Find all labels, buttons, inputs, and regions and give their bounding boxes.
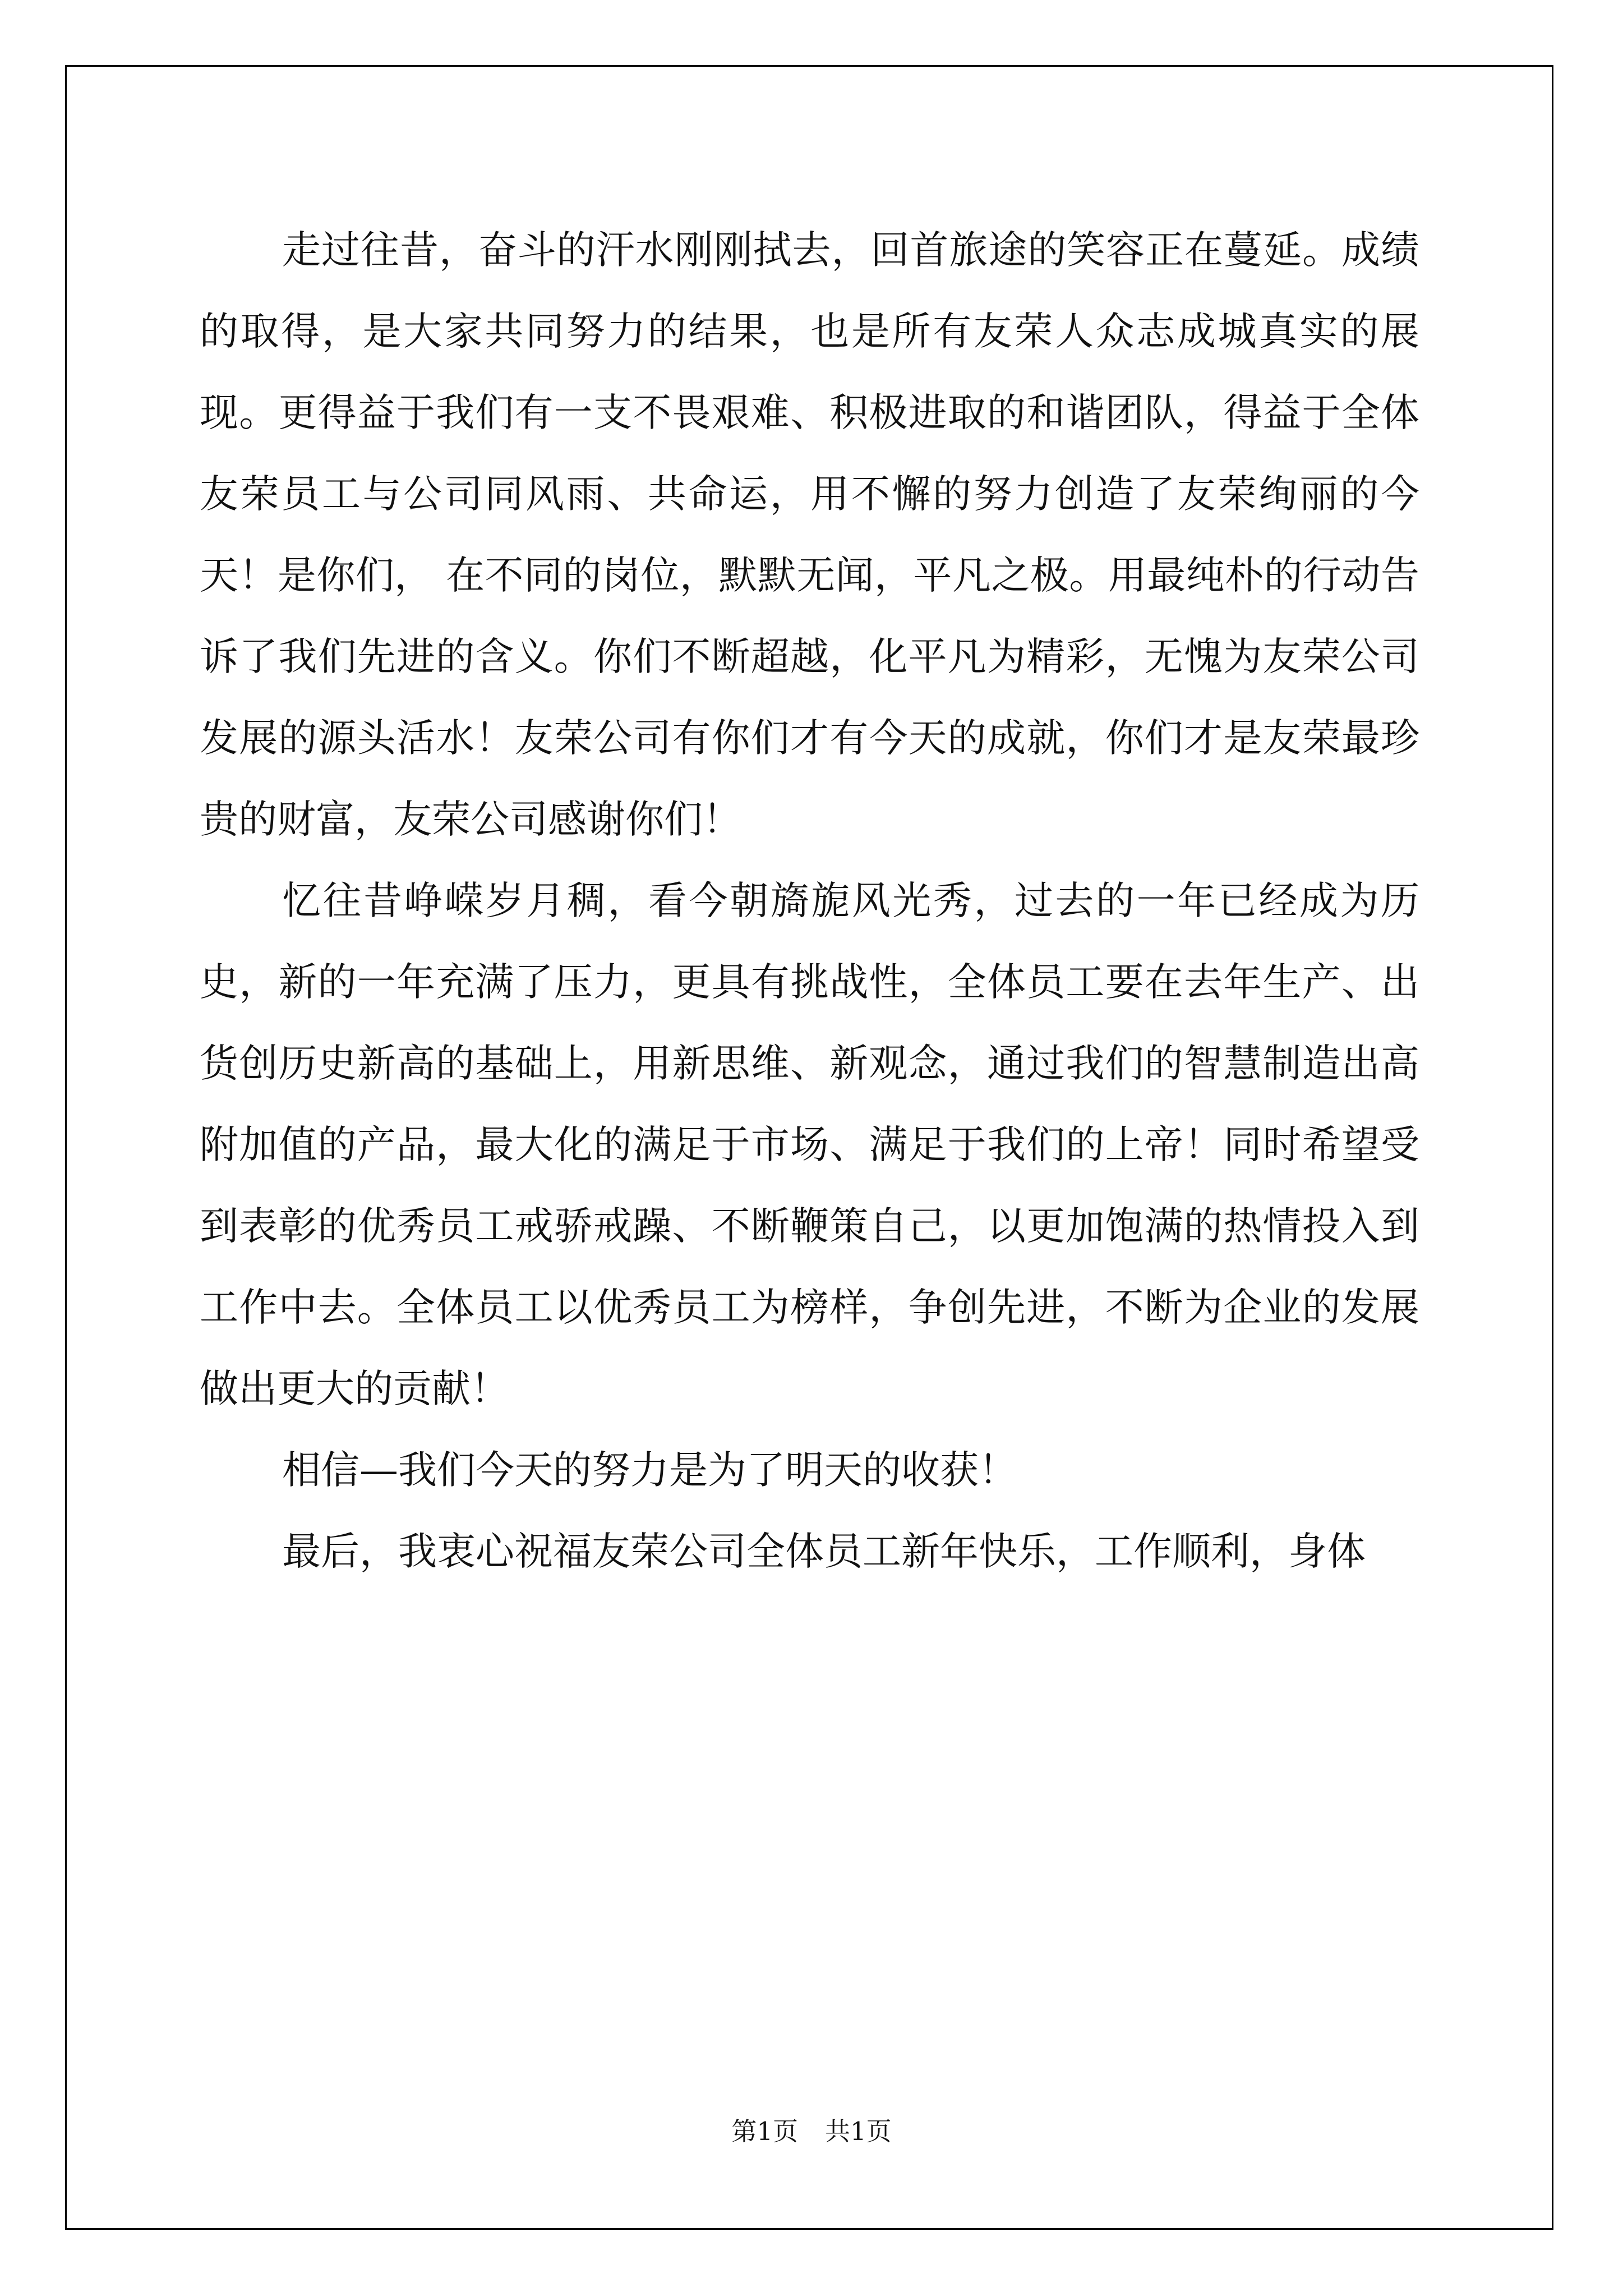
paragraph-4: 最后，我衷心祝福友荣公司全体员工新年快乐，工作顺利，身体 — [282, 1529, 1366, 1574]
document-body — [200, 210, 1419, 1593]
page-footer — [0, 2115, 1623, 2148]
page-number-current: 第1页 — [731, 2116, 798, 2146]
page-number-total: 共1页 — [825, 2116, 892, 2146]
paragraph-3: 相信—我们今天的努力是为了明天的收获！ — [282, 1448, 1017, 1493]
paragraph-2: 忆往昔峥嵘岁月稠，看今朝旖旎风光秀，过去的一年已经成为历史，新的一年充满了压力，更具有挑战性，全体员工要在去年生产、出货创历史新高的基础上，用新思维、新观念，通过我们的智慧制造出高附加值的产品，最大化的满足于市场、满足于我们的上帝！同时希望受到表彰的优秀员工戒骄戒躁、不断鞭策自己，以更加饱满的热情投入到工作中去。全体员工以优秀员工为榜样，争创先进，不断为企业的发展做出更大的贡献！ — [200, 878, 1419, 1411]
paragraph-1: 走过往昔，奋斗的汗水刚刚拭去，回首旅途的笑容正在蔓延。成绩的取得，是大家共同努力的结果，也是所有友荣人众志成城真实的展现。更得益于我们有一支不畏艰难、积极进取的和谐团队，得益于全体友荣员工与公司同风雨、共命运，用不懈的努力创造了友荣绚丽的今天！是你们， 在不同的岗位，默默无闻，平凡之极。用最纯朴的行动告诉了我们先进的含义。你们不断超越，化平凡为精彩，无愧为友荣公司发展的源头活水！友荣公司有你们才有今天的成就，你们才是友荣最珍贵的财富，友荣公司感谢你们！ — [200, 228, 1419, 842]
